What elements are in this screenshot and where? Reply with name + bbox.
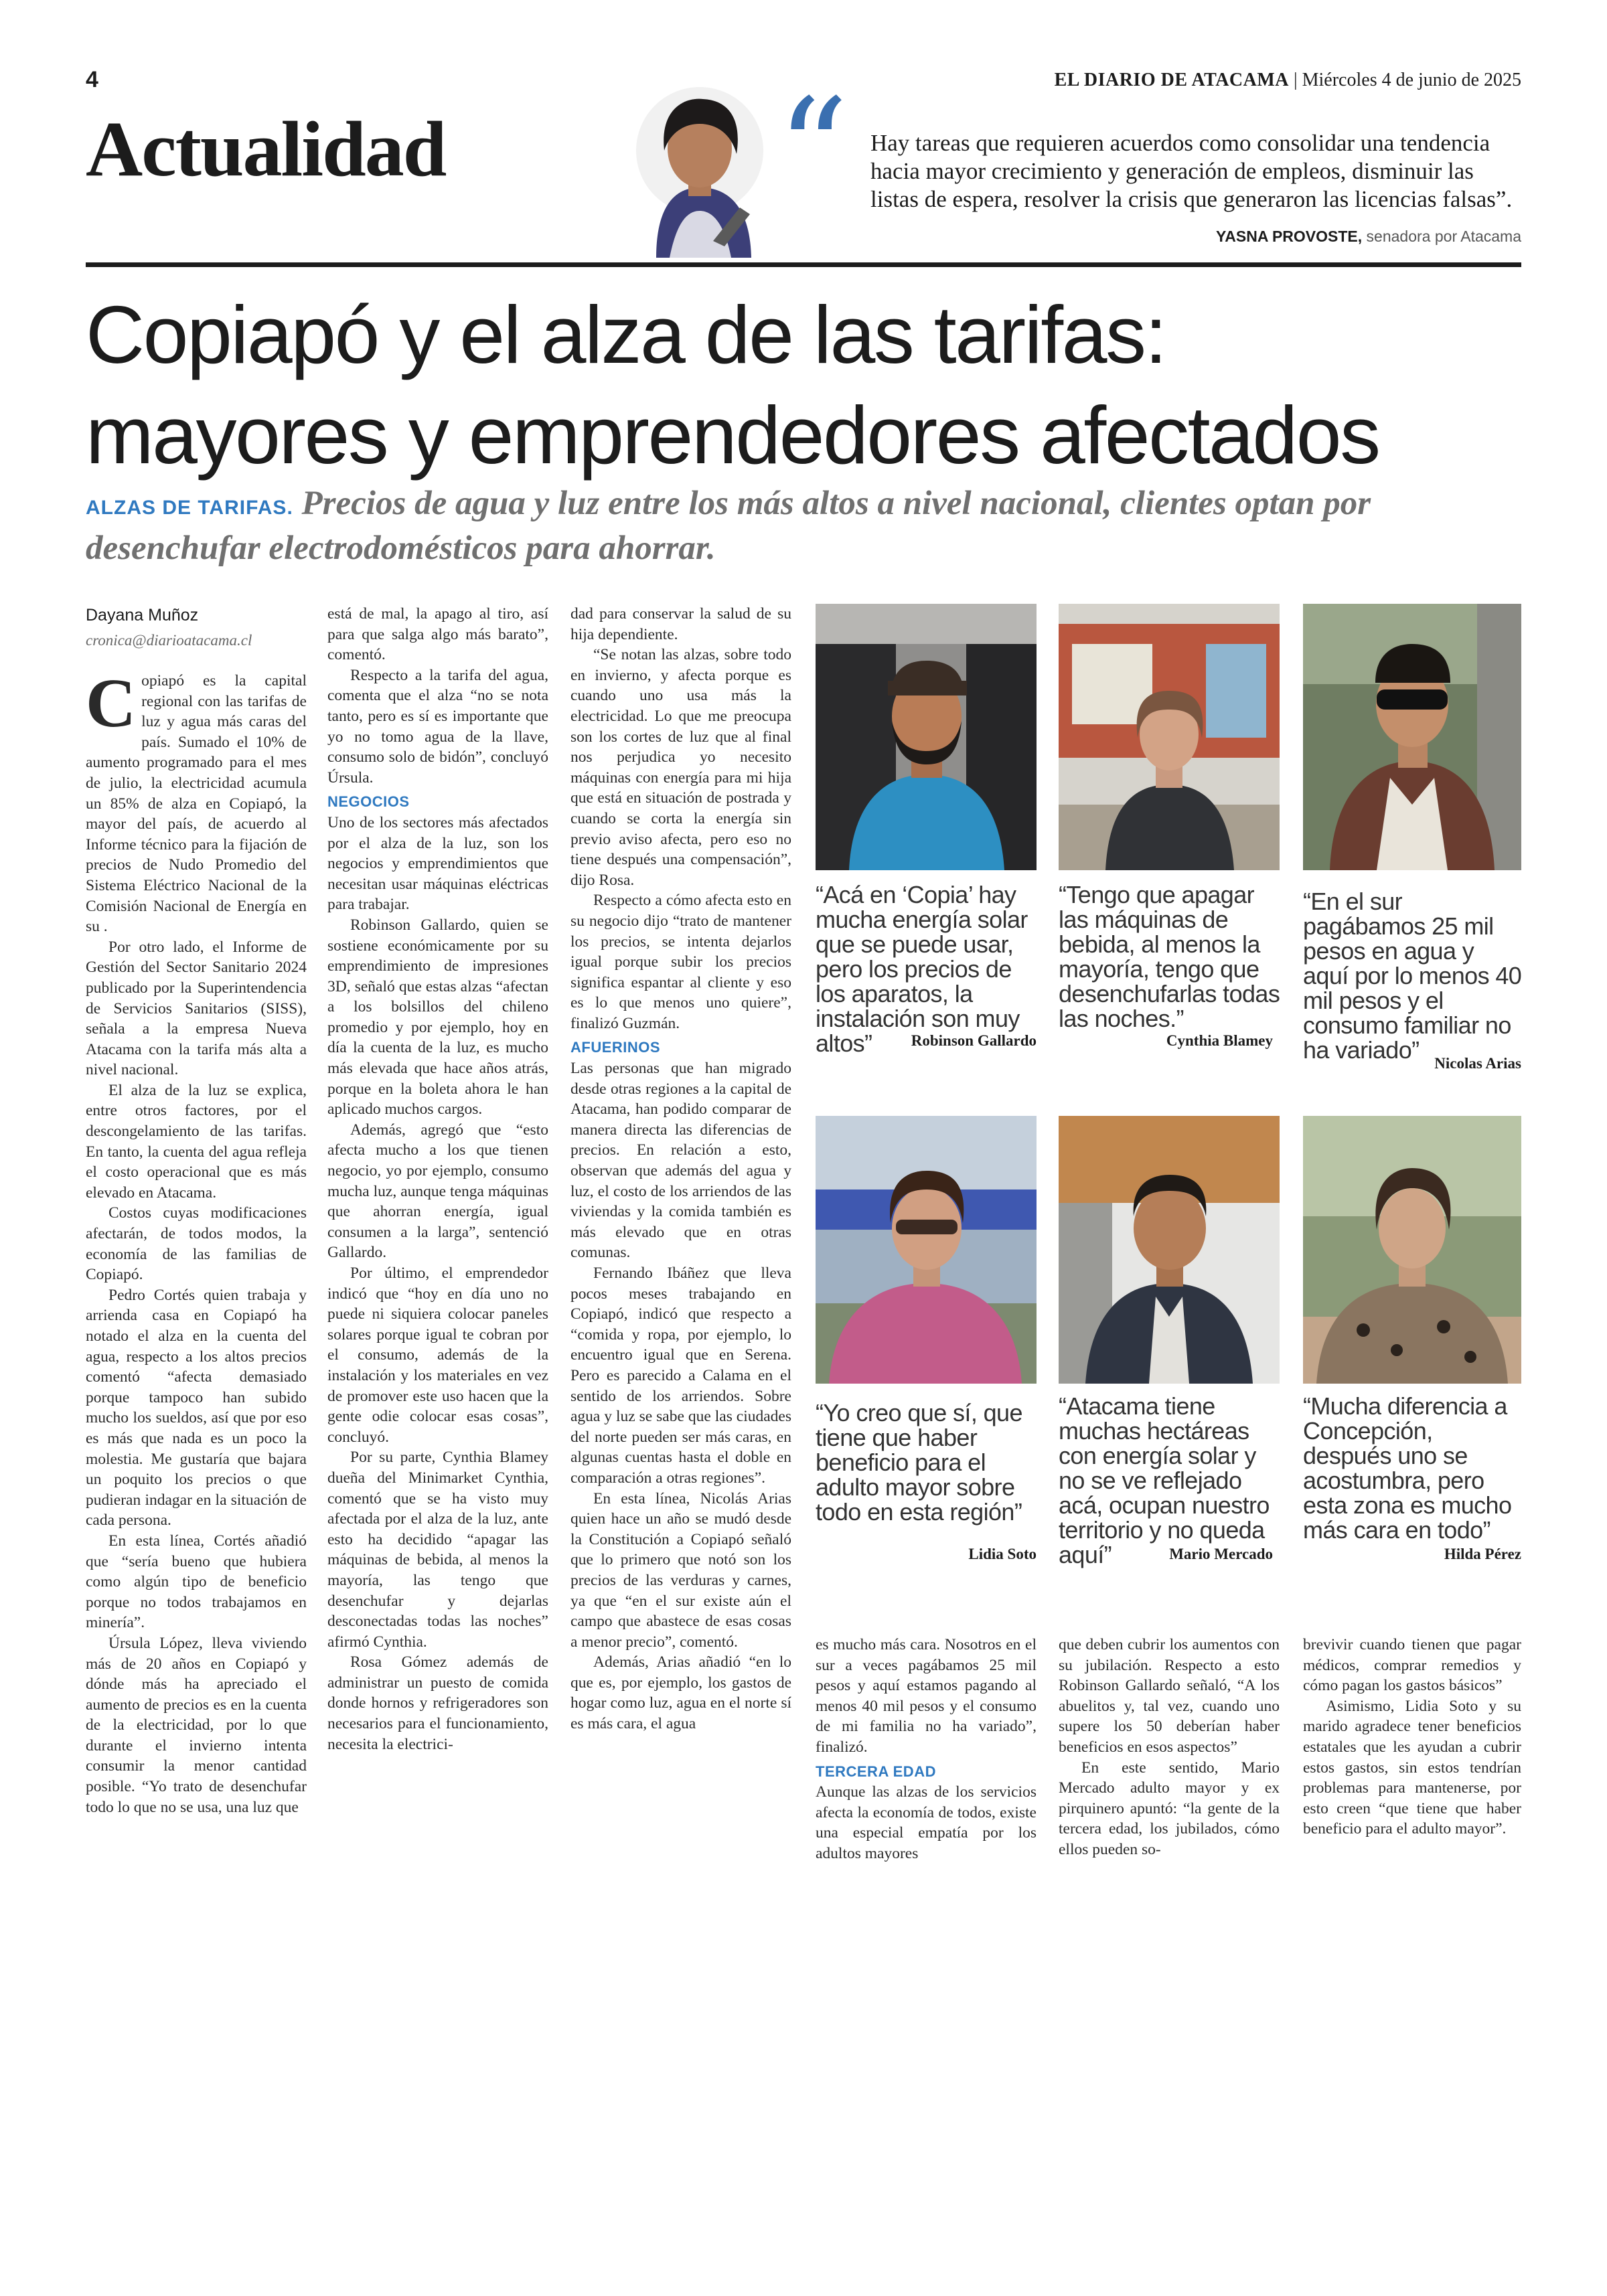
testimonial-name: Mario Mercado bbox=[1169, 1546, 1273, 1562]
paragraph: Respecto a la tarifa del agua, comenta que el alza “no se nota tanto, pero es sí es importante que yo no tomo agua de la llave, consumo solo de bidón”, concluyó Úrsula. bbox=[327, 666, 548, 787]
paragraph: Además, Arias añadió “en lo que es, por ejemplo, los gastos de hogar como luz, agua en el norte sí es más cara, el agua bbox=[570, 1653, 791, 1733]
article-column-6 bbox=[1303, 1635, 1521, 1839]
testimonial-name: Robinson Gallardo bbox=[911, 1032, 1037, 1049]
testimonial-quote: “Mucha diferencia a Concepción, después uno se acostumbra, pero esta zona es mucho más cara en todo” bbox=[1303, 1392, 1512, 1544]
article-column-2 bbox=[327, 604, 548, 1754]
testimonial-name: Lidia Soto bbox=[968, 1546, 1037, 1562]
byline-email: cronica@diarioatacama.cl bbox=[86, 632, 252, 649]
section-title: Actualidad bbox=[86, 105, 446, 193]
paragraph: Aunque las alzas de los servicios afecta la economía de todos, existe una especial empatía por los adultos mayores bbox=[816, 1783, 1037, 1862]
paragraph: Costos cuyas modificaciones afectarán, de todos modos, la economía de las familias de Copiapó. bbox=[86, 1204, 307, 1284]
pull-quote-text: Hay tareas que requieren acuerdos como consolidar una tendencia hacia mayor crecimiento y generación de empleos, disminuir las listas de espera, resolver la crisis que generaron las licencias falsas”. bbox=[870, 130, 1513, 212]
testimonial-quote: “Atacama tiene muchas hectáreas con energía solar y no se ve reflejado acá, ocupan nuestro territorio y no queda aquí” bbox=[1059, 1392, 1270, 1568]
kicker: ALZAS DE TARIFAS. bbox=[86, 497, 293, 519]
testimonial-quote: “Tengo que apagar las máquinas de bebida, al menos la mayoría, tengo que desenchufarlas todas las noches.” bbox=[1059, 881, 1280, 1032]
paragraph: Por último, el emprendedor indicó que “hoy en día uno no puede ni siquiera colocar paneles solares porque igual te cobran por el consumo, además de la instalación y los materiales en vez de promover este uso hacen que la gente odie colocar esas cosas”, concluyó. bbox=[327, 1264, 548, 1446]
testimonial-quote: “Yo creo que sí, que tiene que haber beneficio para el adulto mayor sobre todo en esta región” bbox=[816, 1399, 1022, 1526]
photo-robinson-gallardo bbox=[816, 604, 1037, 870]
subhead-negocios: NEGOCIOS bbox=[327, 793, 410, 811]
headline bbox=[86, 284, 1521, 485]
subhead-tercera-edad: TERCERA EDAD bbox=[816, 1762, 936, 1780]
paper-name: EL DIARIO DE ATACAMA bbox=[1054, 70, 1290, 90]
paragraph: Fernando Ibáñez que lleva pocos meses trabajando en Copiapó, indicó que respecto a “comida y ropa, por ejemplo, lo encuentro igual que en Serena. Pero es parecido a Calama en el sentido de los arriendos. Sobre agua y luz se sabe que las ciudades del norte pueden ser más caras, en algunas cuentas hasta el doble en comparación a otras regiones”. bbox=[570, 1264, 791, 1487]
photo-mario-mercado bbox=[1059, 1116, 1280, 1384]
paragraph: Respecto a cómo afecta esto en su negocio dijo “trato de mantener los precios, se intenta dejarlos igual porque subir los precios significa espantar al cliente y eso es lo que menos uno quiere”, finalizó Guzmán. bbox=[570, 892, 791, 1032]
paragraph: Rosa Gómez además de administrar un puesto de comida donde hornos y refrigeradores son necesarios para el funcionamiento, necesita la electrici- bbox=[327, 1653, 548, 1753]
paragraph: que deben cubrir los aumentos con su jubilación. Respecto a esto Robinson Gallardo señaló, “A los abuelitos y, tal vez, cuando uno supere los 50 deberían haber beneficios en esos aspectos” bbox=[1059, 1636, 1280, 1756]
paragraph: En esta línea, Cortés añadió que “sería bueno que hubiera como algún tipo de beneficio porque no todos trabajamos en minería”. bbox=[86, 1532, 307, 1632]
testimonial-name: Hilda Pérez bbox=[1444, 1546, 1521, 1562]
byline-author: Dayana Muñoz bbox=[86, 606, 199, 625]
paragraph: Úrsula López, lleva viviendo más de 20 años en Copiapó y dónde más ha apreciado el aumento de precios es en la cuenta de la electricidad, por lo que durante el invierno intenta consumir la menor cantidad posible. “Yo trato de desenchufar todo lo que no se usa, una luz que bbox=[86, 1634, 307, 1816]
photo-nicolas-arias bbox=[1303, 604, 1521, 870]
testimonial-quote: “Acá en ‘Copia’ hay mucha energía solar que se puede usar, pero los precios de los aparatos, la instalación son muy altos” bbox=[816, 881, 1028, 1057]
headline-line-1: Copiapó y el alza de las tarifas: bbox=[86, 289, 1166, 380]
article-column-4 bbox=[816, 1635, 1037, 1864]
deck-text: Precios de agua y luz entre los más altos a nivel nacional, clientes optan por desenchufar electrodomésticos para ahorrar. bbox=[86, 485, 1371, 567]
paragraph: brevivir cuando tienen que pagar médicos, comprar remedios y cómo pagan los gastos básicos” bbox=[1303, 1636, 1521, 1695]
testimonial-name: Cynthia Blamey bbox=[1166, 1032, 1273, 1049]
paragraph: En este sentido, Mario Mercado adulto mayor y ex pirquinero apuntó: “la gente de la tercera edad, los jubilados, cómo ellos pueden so- bbox=[1059, 1758, 1280, 1858]
paragraph: Asimismo, Lidia Soto y su marido agradece tener beneficios estatales que les ayudan a cubrir estos gastos, sin estos tendrían problemas para mantenerse, por esto creen “que tiene que haber beneficio para el adulto mayor”. bbox=[1303, 1697, 1521, 1838]
paragraph: Por su parte, Cynthia Blamey dueña del Minimarket Cynthia, comentó que se ha visto muy afectada por el alza de la luz, ante esto ha decidido “apagar las máquinas de bebida, al menos la mayoría, las tengo que desenchufar y dejarlas desconectadas todas las noches” afirmó Cynthia. bbox=[327, 1449, 548, 1651]
header-divider bbox=[86, 262, 1521, 267]
pull-quote-attribution bbox=[1216, 228, 1521, 246]
issue-date: Miércoles 4 de junio de 2025 bbox=[1302, 70, 1521, 90]
paragraph: En esta línea, Nicolás Arias quien hace un año se mudó desde la Constitución a Copiapó señaló que lo primero que notó son los precios de las verduras y carnes, ya que “en el sur existe aún el campo que abastece de esas cosas a menor precio”, comentó. bbox=[570, 1489, 791, 1651]
quote-mark-icon: “ bbox=[777, 68, 849, 232]
photo-hilda-perez bbox=[1303, 1116, 1521, 1384]
paragraph: El alza de la luz se explica, entre otros factores, por el descongelamiento de las tarifas. En tanto, la cuenta del agua refleja el costo operacional que es más elevado en Atacama. bbox=[86, 1081, 307, 1202]
quote-author: YASNA PROVOSTE, bbox=[1216, 228, 1363, 245]
article-column-5 bbox=[1059, 1635, 1280, 1860]
drop-cap: C bbox=[86, 665, 137, 742]
headline-line-2: mayores y emprendedores afectados bbox=[86, 390, 1379, 481]
testimonial-name: Nicolas Arias bbox=[1434, 1055, 1521, 1072]
paragraph: Por otro lado, el Informe de Gestión del Sector Sanitario 2024 publicado por la Superintendencia de Servicios Sanitarios (SISS), señala a la empresa Nueva Atacama con la tarifa más alta a nivel nacional. bbox=[86, 938, 307, 1079]
paragraph: es mucho más cara. Nosotros en el sur a veces pagábamos 25 mil pesos y aquí estamos pagando al menos 40 mil pesos y el consumo de mi familia no ha variado”, finalizó. bbox=[816, 1636, 1037, 1756]
deck bbox=[86, 483, 1521, 568]
paper-info bbox=[1055, 70, 1521, 91]
article-column-1 bbox=[86, 665, 307, 1817]
paragraph: Uno de los sectores más afectados por el alza de la luz, son los negocios y emprendimientos que necesitan usar máquinas eléctricas para trabajar. bbox=[327, 813, 548, 914]
paragraph: está de mal, la apago al tiro, así para que salga algo más barato”, comentó. bbox=[327, 605, 548, 664]
paragraph: dad para conservar la salud de su hija dependiente. bbox=[570, 605, 791, 643]
paragraph: Pedro Cortés quien trabaja y arrienda casa en Copiapó ha notado el alza en la cuenta del agua, respecto a los altos precios comentó “afecta demasiado porque tampoco han subido mucho los sueldos, así que por eso es más que nada es un poco la molestia. Me gustaría que bajara un poquito los precios o que pudieran indagar en la situación de cada persona. bbox=[86, 1286, 307, 1530]
paragraph: Además, agregó que “esto afecta mucho a los que tienen negocio, yo por ejemplo, consumo mucha luz, aunque tenga máquinas que ahorran energía, igual consumen a la larga”, sentenció Gallardo. bbox=[327, 1121, 548, 1262]
paragraph: “Se notan las alzas, sobre todo en invierno, y afecta porque es cuando uno usa más la electricidad. Lo que me preocupa son los cortes de luz que al final nos perjudica yo necesito máquinas con energía para mi hija que está en situación de postrada y cuando se corta la energía sin previo aviso afecta, pero eso no tiene después una compensación”, dijo Rosa. bbox=[570, 646, 791, 889]
quote-author-role: senadora por Atacama bbox=[1362, 228, 1521, 245]
header-separator: | bbox=[1289, 70, 1302, 90]
subhead-afuerinos: AFUERINOS bbox=[570, 1039, 661, 1056]
paragraph: Copiapó es la capital regional con las tarifas de luz y agua más caras del país. Sumado el 10% de aumento programado para el mes de julio, la electricidad acumula un 85% de alza en Copiapó, la mayor del país, de acuerdo al Informe técnico para la fijación de precios de Nudo Promedio del Sistema Eléctrico Nacional de la Comisión Nacional de Energía en su . bbox=[86, 665, 307, 936]
page-number: 4 bbox=[86, 67, 98, 92]
article-column-3 bbox=[570, 604, 791, 1734]
paragraph: Robinson Gallardo, quien se sostiene económicamente por su emprendimiento de impresiones 3D, señaló que estas alzas “afectan a los bolsillos del chileno promedio y por ejemplo, hoy en día la cuenta de la luz, es mucho más elevada que hace años atrás, porque en la boleta ahora le han aplicado muchos cargos. bbox=[327, 916, 548, 1119]
testimonial-quote: “En el sur pagábamos 25 mil pesos en agua y aquí por lo menos 40 mil pesos y el consumo familiar no ha variado” bbox=[1303, 888, 1522, 1064]
photo-cynthia-blamey bbox=[1059, 604, 1280, 870]
paragraph: Las personas que han migrado desde otras regiones a la capital de Atacama, han podido comparar de manera directa las diferencias de precios. En relación a esto, observan que además del agua y luz, el costo de los arriendos de las viviendas y la comida también es más elevado que en otras comunas. bbox=[570, 1060, 791, 1262]
photo-lidia-soto bbox=[816, 1116, 1037, 1384]
